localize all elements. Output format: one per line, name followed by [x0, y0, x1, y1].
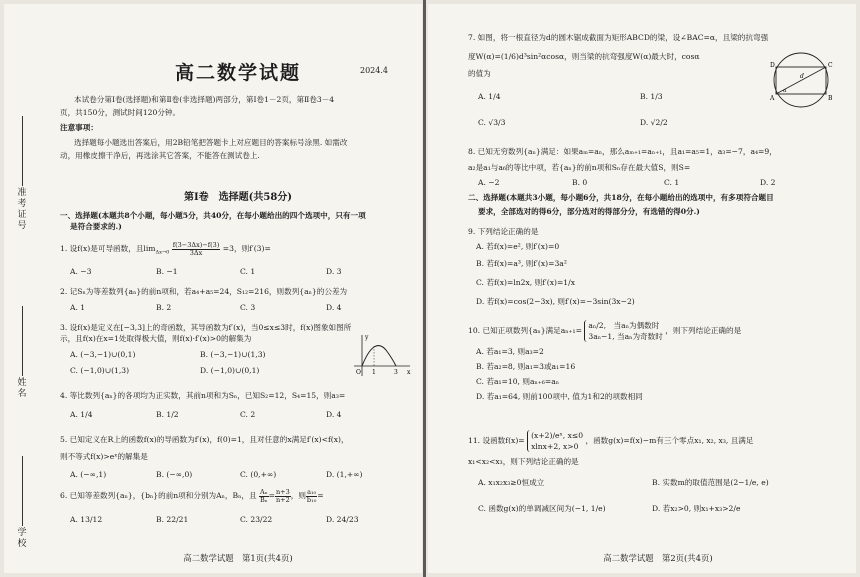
q4-option-c: C. 2	[240, 410, 256, 419]
q6-fraction-3	[306, 489, 317, 504]
part-2-line-1: 二、选择题(本题共3小题，每小题6分，共18分，在每小题给出的选项中，有多项符合题目	[468, 193, 774, 202]
q7-label-c: C	[828, 62, 833, 69]
q6-f2-num: n+3	[275, 487, 290, 496]
q3-label-3: 3	[394, 369, 398, 376]
q10-option-c: C. 若a₁=10, 则aₙ₊₆=aₙ	[476, 377, 560, 386]
q6-f3-num: a₁₀	[307, 487, 317, 496]
q2-option-d: D. 4	[326, 303, 342, 312]
q2-stem: 2. 记Sₙ为等差数列{aₙ}的前n项和，若a₄+a₅=24，S₁₂=216，则数列{aₙ}的公差为	[60, 287, 348, 296]
q6-f1-den: Bₙ	[259, 495, 268, 504]
notice-line-1: 选择题每小题选出答案后，用2B铅笔把答题卡上对应题目的答案标号涂黑. 如需改	[74, 138, 348, 147]
q7-label-a: A	[770, 95, 775, 102]
q11-stem-c: x₁<x₂<x₃，则下列结论正确的是	[468, 457, 579, 466]
q2-options	[60, 302, 416, 314]
part-1-instructions	[60, 210, 366, 232]
q5-stem-2: 则不等式f(x)>eˣ的解集是	[60, 452, 148, 461]
q1-options	[60, 266, 416, 278]
q3-label-o: O	[356, 369, 361, 376]
q1-stem-b: =3，则f′(3)=	[222, 244, 271, 253]
q4-option-b: B. 1/2	[156, 410, 179, 419]
question-8	[468, 146, 848, 189]
q1-option-d: D. 3	[326, 266, 342, 276]
q7-label-diameter: d	[800, 73, 804, 80]
q3-option-d: D. (−1,0)∪(0,1)	[200, 366, 260, 375]
q8-option-a: A. −2	[478, 178, 500, 187]
notice-line-2: 动，用橡皮擦干净后，再选涂其它答案，不能答在测试卷上.	[60, 151, 260, 160]
intro-line-2: 页，共150分，测试时间120分钟。	[60, 108, 181, 117]
q11-case-1: (x+2)/eˣ, x≤0	[531, 431, 584, 440]
page-2-footer: 高二数学试题 第2页(共4页)	[603, 553, 713, 563]
q9-option-a: A. 若f(x)=e², 则f′(x)=0	[476, 242, 560, 251]
q7-stem-3: 的值为	[468, 69, 491, 78]
question-1	[60, 240, 416, 278]
q9-option-b: B. 若f(x)=a³, 则f′(x)=3a²	[476, 259, 567, 268]
q5-option-d: D. (1,+∞)	[326, 470, 363, 479]
q6-stem-b: ，则	[290, 491, 306, 500]
q1-option-b: B. −1	[156, 266, 178, 276]
binding-margin	[4, 4, 44, 573]
part-1-line-1: 一、选择题(本题共8个小题，每小题5分，共40分，在每小题给出的四个选项中，只有一项	[60, 211, 366, 220]
q2-option-a: A. 1	[70, 303, 86, 312]
name-label: 姓名	[17, 378, 27, 399]
q1-stem-a: 1. 设f(x)是可导函数，且lim	[60, 244, 156, 253]
q6-stem-c: =	[317, 491, 324, 500]
q11-options-row-1	[468, 477, 848, 489]
part-2-instructions	[468, 192, 774, 217]
q7-stem-2: 度W(α)=(1/6)d³sin²αcosα，则当梁的抗弯强度W(α)最大时，cosα	[468, 52, 700, 61]
q6-f3-den: b₁₀	[306, 495, 317, 504]
q7-option-d: D. √2/2	[640, 118, 668, 127]
q8-option-c: C. 1	[664, 178, 680, 187]
school-line	[22, 456, 23, 526]
q3-graph-figure	[350, 332, 414, 378]
q11-option-c: C. 函数g(x)的单调减区间为(−1, 1/e)	[478, 504, 606, 513]
q10-option-d: D. 若a₁=64, 则前100项中, 值为1和2的项数相同	[476, 392, 643, 401]
q11-option-a: A. x₁x₂x₃≥0恒成立	[478, 478, 545, 487]
exam-number-label: 准考证号	[17, 188, 27, 231]
q7-circle	[774, 53, 828, 107]
intro	[60, 94, 347, 161]
page-1	[4, 4, 422, 573]
q5-stem-1: 5. 已知定义在R上的函数f(x)的导函数为f′(x)，f(0)=1，且对任意的x满足f′(x)<f(x)，	[60, 435, 349, 444]
q10-case-2: 3aₙ−1, 当aₙ为奇数时	[588, 332, 663, 341]
q10-case-1: aₙ/2, 当aₙ为偶数时	[588, 321, 660, 330]
page-2	[428, 4, 856, 573]
part-1-line-2: 是符合要求的.)	[70, 222, 122, 231]
q8-option-d: D. 2	[760, 178, 776, 187]
q8-stem-2: a₂是a₁与a₆的等比中项，若{aₙ}的前n项和Sₙ存在最大值S，则S=	[468, 163, 691, 172]
q11-option-d: D. 若x₂>0, 则x₁+x₃>2/e	[652, 504, 741, 513]
q4-stem: 4. 等比数列{aₙ}的各项均为正实数，其前n项和为Sₙ，已知S₂=12，S₄=15，则a₃=	[60, 391, 346, 400]
school-label: 学校	[17, 528, 27, 549]
q10-option-a: A. 若a₁=3, 则a₃=2	[476, 347, 544, 356]
part-2-line-2: 要求，全部选对的得6分，部分选对的得部分分，有选错的得0分.)	[478, 207, 700, 216]
name-field	[10, 304, 34, 400]
q8-stem-1: 8. 已知无穷数列{aₙ}满足：如果aₘ=aₙ，那么aₘ₊₁=aₙ₊₁，且a₁=a₅=1，a₃=−7，a₄=9，	[468, 147, 777, 156]
q1-limit-sub: Δx→0	[155, 249, 170, 256]
section-1-heading: 第Ⅰ卷 选择题(共58分)	[183, 192, 293, 203]
q5-option-c: C. (0,+∞)	[240, 470, 277, 479]
q4-option-a: A. 1/4	[70, 410, 93, 419]
question-9	[468, 226, 848, 307]
page-divider	[423, 0, 426, 577]
q1-option-c: C. 1	[240, 266, 256, 276]
exam-number-line	[22, 116, 23, 186]
question-4	[60, 390, 416, 421]
q6-options	[60, 514, 416, 526]
q7-label-d-vertex: D	[770, 62, 775, 69]
q11-case-2: xlnx+2, x>0	[531, 442, 579, 451]
q6-equals: =	[268, 491, 275, 500]
intro-line-1: 本试卷分第Ⅰ卷(选择题)和第Ⅱ卷(非选择题)两部分，第Ⅰ卷1－2页，第Ⅱ卷3－4	[74, 95, 335, 104]
q7-option-a: A. 1/4	[478, 92, 501, 101]
q8-options	[468, 177, 848, 189]
q7-option-b: B. 1/3	[640, 92, 663, 101]
q3-option-a: A. (−3,−1)∪(0,1)	[70, 350, 136, 359]
q6-f1-num: Aₙ	[260, 487, 268, 496]
q7-stem-1: 7. 如图，将一根直径为d的圆木锯成截面为矩形ABCD的梁，设∠BAC=α，且梁的抗弯强	[468, 33, 769, 42]
q7-circle-figure	[760, 50, 842, 110]
q9-stem: 9. 下列结论正确的是	[468, 227, 539, 236]
q6-option-c: C. 23/22	[240, 515, 273, 524]
q10-stem-a: 10. 已知正项数列{aₙ}满足aₙ₊₁=	[468, 326, 582, 335]
q3-stem-2: 示，且f(x)在x=1处取得极大值，则f(x)·f′(x)>0的解集为	[60, 334, 252, 343]
q6-stem-a: 6. 已知等差数列{aₙ}，{bₙ}的前n项和分别为Aₙ，Bₙ，且	[60, 491, 257, 500]
q6-option-a: A. 13/12	[70, 515, 103, 524]
q3-option-c: C. (−1,0)∪(1,3)	[70, 366, 130, 375]
q9-option-d: D. 若f(x)=cos(2−3x), 则f′(x)=−3sin(3x−2)	[476, 297, 635, 306]
q11-stem-b: ，函数g(x)=f(x)−m有三个零点x₁, x₂, x₃, 且满足	[585, 436, 754, 445]
q3-curve	[362, 346, 396, 366]
name-line	[22, 306, 23, 376]
q4-option-d: D. 4	[326, 410, 342, 419]
q11-piecewise	[527, 430, 583, 452]
q6-option-d: D. 24/23	[326, 515, 359, 524]
exam-title: 高二数学试题	[174, 62, 301, 84]
exam-date: 2024.4	[360, 66, 388, 75]
q1-frac-den: 3Δx	[189, 248, 203, 257]
q2-option-b: B. 2	[156, 303, 172, 312]
q6-f2-den: n+2	[275, 495, 290, 504]
question-2	[60, 286, 416, 314]
q1-frac-num: f(3−3Δx)−f(3)	[172, 240, 220, 249]
notice-title: 注意事项：	[60, 123, 98, 132]
q3-label-x: x	[407, 369, 411, 376]
q5-option-a: A. (−∞,1)	[70, 470, 107, 479]
q9-option-c: C. 若f(x)=ln2x, 则f′(x)=1/x	[476, 278, 575, 287]
q11-stem-a: 11. 设函数f(x)=	[468, 436, 525, 445]
q3-label-1: 1	[372, 369, 376, 376]
q7-label-alpha: α	[783, 88, 787, 94]
q3-option-b: B. (−3,−1)∪(1,3)	[200, 350, 266, 359]
page-1-footer: 高二数学试题 第1页(共4页)	[183, 553, 293, 563]
q6-option-b: B. 22/21	[156, 515, 189, 524]
q10-stem-b: ，则下列结论正确的是	[665, 326, 742, 335]
q8-option-b: B. 0	[572, 178, 588, 187]
q6-fraction-2	[275, 489, 291, 504]
q5-options	[60, 469, 416, 481]
q3-label-y: y	[365, 334, 369, 341]
q1-fraction	[172, 242, 221, 257]
question-11	[468, 430, 848, 515]
question-5	[60, 434, 416, 481]
q4-options	[60, 409, 416, 421]
q7-label-b: B	[828, 95, 833, 102]
school-field	[10, 454, 34, 550]
q1-option-a: A. −3	[70, 266, 92, 276]
q7-options-row-2	[468, 117, 848, 129]
q5-option-b: B. (−∞,0)	[156, 470, 193, 479]
exam-number-field	[10, 114, 34, 232]
q11-options-row-2	[468, 503, 848, 515]
q11-option-b: B. 实数m的取值范围是(2−1/e, e)	[652, 478, 769, 487]
q10-piecewise	[584, 320, 662, 342]
q10-option-b: B. 若a₂=8, 则a₁=3或a₁=16	[476, 362, 576, 371]
q6-fraction-1	[259, 489, 269, 504]
q7-option-c: C. √3/3	[478, 118, 506, 127]
question-10	[468, 320, 848, 402]
q3-stem-1: 3. 设f(x)是定义在[−3,3]上的奇函数，其导函数为f′(x)，当0≤x≤3时，f(x)图象如图所	[60, 323, 352, 332]
question-6	[60, 488, 416, 526]
q2-option-c: C. 3	[240, 303, 256, 312]
